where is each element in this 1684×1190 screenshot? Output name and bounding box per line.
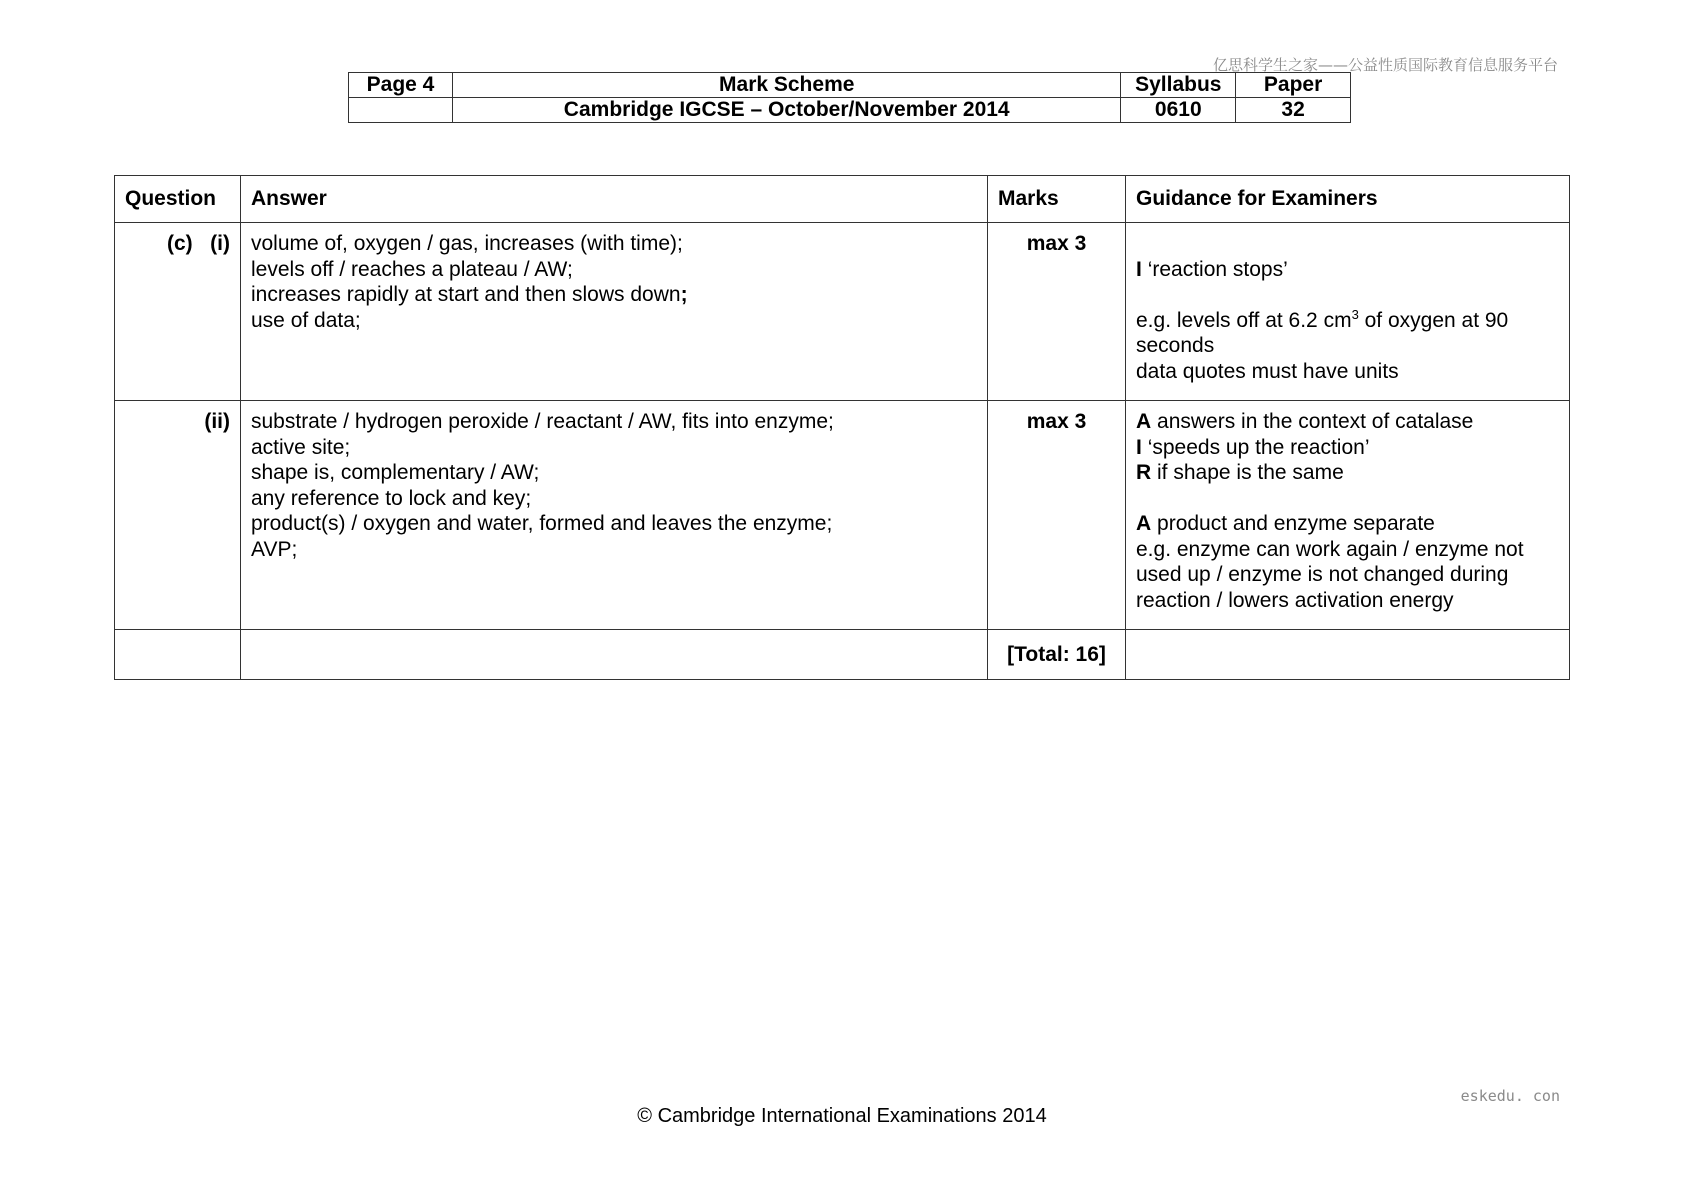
paper-label: Paper — [1236, 73, 1351, 98]
answer-line: any reference to lock and key; — [251, 486, 532, 510]
guidance-text: if shape is the same — [1157, 461, 1344, 484]
guidance-line — [1136, 257, 1559, 283]
watermark-bottom: eskedu. con — [1460, 1087, 1560, 1105]
guidance-text: e.g. levels off at 6.2 cm — [1136, 308, 1352, 332]
answer-text: increases rapidly at start and then slows down — [251, 283, 681, 306]
column-marks: Marks — [988, 176, 1126, 223]
mark-scheme-table — [114, 175, 1570, 680]
header-table — [348, 72, 1351, 123]
guidance-line: data quotes must have units — [1136, 359, 1399, 383]
guidance-prefix: A — [1136, 512, 1152, 535]
column-answer: Answer — [241, 176, 988, 223]
answer-line: substrate / hydrogen peroxide / reactant / AW, fits into enzyme; — [251, 410, 834, 433]
guidance-prefix: I — [1136, 257, 1142, 281]
marks-cell: max 3 — [988, 401, 1126, 630]
answer-line: active site; — [251, 435, 351, 459]
guidance-line: seconds — [1136, 334, 1215, 357]
guidance-prefix: R — [1136, 461, 1152, 484]
answer-line: AVP; — [251, 537, 298, 561]
marks-cell: max 3 — [988, 223, 1126, 401]
guidance-line — [1136, 511, 1559, 537]
answer-cell — [241, 401, 988, 630]
total-row — [115, 630, 1570, 680]
answer-cell — [241, 223, 988, 401]
syllabus-code: 0610 — [1121, 98, 1236, 123]
question-number: (c) (i) — [115, 223, 241, 401]
superscript: 3 — [1351, 306, 1359, 322]
guidance-text: answers in the context of catalase — [1157, 410, 1474, 433]
answer-semicolon: ; — [680, 283, 688, 306]
guidance-text: product and enzyme separate — [1157, 512, 1435, 535]
empty-cell — [241, 630, 988, 680]
copyright-footer: © Cambridge International Examinations 2014 — [637, 1105, 1047, 1127]
answer-line: volume of, oxygen / gas, increases (with time); — [251, 232, 683, 255]
guidance-line — [1136, 460, 1559, 486]
answer-line: use of data; — [251, 308, 361, 332]
answer-line: shape is, complementary / AW; — [251, 461, 540, 484]
syllabus-label: Syllabus — [1121, 73, 1236, 98]
guidance-text: ‘speeds up the reaction’ — [1147, 435, 1370, 459]
guidance-cell — [1126, 401, 1570, 630]
paper-number: 32 — [1236, 98, 1351, 123]
guidance-line — [1136, 409, 1559, 435]
guidance-text: ‘reaction stops’ — [1147, 257, 1288, 281]
answer-line — [251, 282, 977, 308]
total-marks: [Total: 16] — [988, 630, 1126, 680]
guidance-line — [1136, 435, 1559, 461]
watermark-top: 亿思科学生之家——公益性质国际教育信息服务平台 — [1212, 56, 1558, 74]
header-blank — [349, 98, 453, 123]
empty-cell — [1126, 630, 1570, 680]
guidance-line — [1136, 308, 1559, 334]
guidance-line: used up / enzyme is not changed during — [1136, 563, 1509, 586]
guidance-text: of oxygen at 90 — [1358, 308, 1509, 332]
guidance-prefix: A — [1136, 410, 1152, 433]
table-row — [115, 223, 1570, 401]
guidance-line: reaction / lowers activation energy — [1136, 588, 1454, 612]
question-number: (ii) — [115, 401, 241, 630]
guidance-line: e.g. enzyme can work again / enzyme not — [1136, 537, 1524, 561]
document-title: Mark Scheme — [453, 73, 1121, 98]
document-subtitle: Cambridge IGCSE – October/November 2014 — [453, 98, 1121, 123]
empty-cell — [115, 630, 241, 680]
column-guidance: Guidance for Examiners — [1126, 176, 1570, 223]
page-number: Page 4 — [349, 73, 453, 98]
guidance-cell — [1126, 223, 1570, 401]
answer-line: product(s) / oxygen and water, formed and leaves the enzyme; — [251, 512, 833, 535]
column-question: Question — [115, 176, 241, 223]
table-row — [115, 401, 1570, 630]
answer-line: levels off / reaches a plateau / AW; — [251, 257, 573, 281]
guidance-prefix: I — [1136, 435, 1142, 459]
table-header-row — [115, 176, 1570, 223]
